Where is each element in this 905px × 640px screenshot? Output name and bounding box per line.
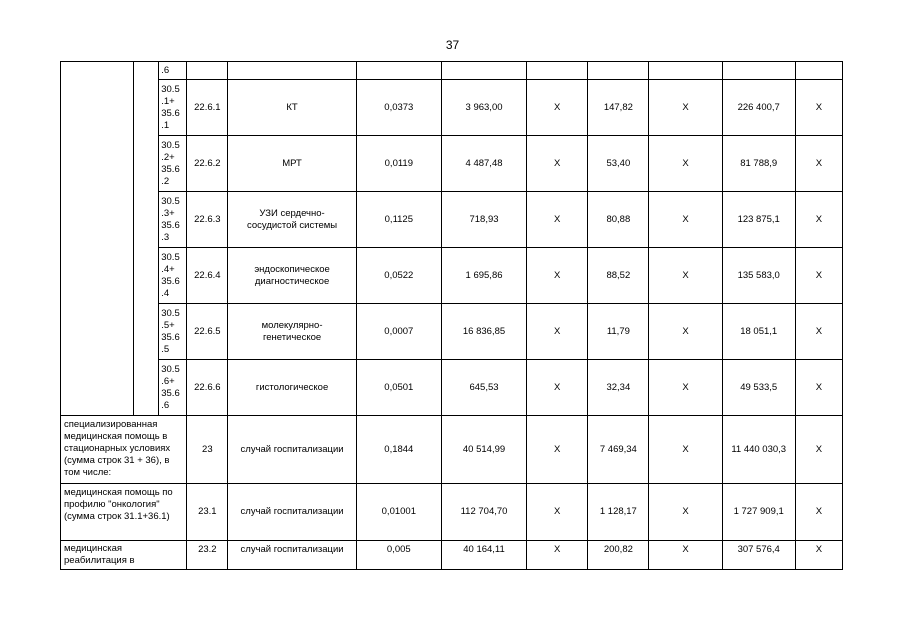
x-cell: X [649,541,722,570]
table-row [61,360,843,416]
per-capita-cell: 147,82 [588,80,649,136]
per-capita-cell: 7 469,34 [588,416,649,484]
per-capita-cell: 11,79 [588,304,649,360]
x-cell: X [795,304,842,360]
row-number-cell: 22.6.4 [187,248,228,304]
service-name-cell: МРТ [228,136,356,192]
cost-cell: 718,93 [441,192,526,248]
blank-cell [527,62,588,80]
x-cell: X [527,416,588,484]
x-cell: X [795,136,842,192]
norm-cell: 0,005 [356,541,441,570]
per-capita-cell: 200,82 [588,541,649,570]
norm-cell: 0,0501 [356,360,441,416]
service-name-cell: эндоскопическое диагностическое [228,248,356,304]
code-cell: 30.5 .2+ 35.6 .2 [159,136,187,192]
per-capita-cell: 53,40 [588,136,649,192]
cost-cell: 4 487,48 [441,136,526,192]
x-cell: X [795,484,842,541]
row-number-cell: 22.6.6 [187,360,228,416]
x-cell: X [527,192,588,248]
merged-blank-cell [134,62,159,416]
cost-cell: 16 836,85 [441,304,526,360]
x-cell: X [649,360,722,416]
norm-cell: 0,1844 [356,416,441,484]
blank-cell [649,62,722,80]
blank-cell [228,62,356,80]
x-cell: X [795,192,842,248]
tariff-table [60,61,843,570]
code-cell: 30.5 .6+ 35.6 .6 [159,360,187,416]
x-cell: X [795,80,842,136]
x-cell: X [527,80,588,136]
row-number-cell: 22.6.1 [187,80,228,136]
blank-cell [722,62,795,80]
service-name-cell: гистологическое [228,360,356,416]
norm-cell: 0,0119 [356,136,441,192]
total-cell: 1 727 909,1 [722,484,795,541]
total-cell: 226 400,7 [722,80,795,136]
row-label-cell: медицинская помощь по профилю "онкология" (сумма строк 31.1+36.1) [61,484,187,541]
service-name-cell: КТ [228,80,356,136]
blank-cell [588,62,649,80]
total-cell: 123 875,1 [722,192,795,248]
cost-cell: 645,53 [441,360,526,416]
per-capita-cell: 88,52 [588,248,649,304]
x-cell: X [527,484,588,541]
x-cell: X [795,360,842,416]
row-number-cell: 22.6.5 [187,304,228,360]
blank-cell [795,62,842,80]
unit-cell: случай госпитализации [228,484,356,541]
cost-cell: 40 514,99 [441,416,526,484]
row-number-cell: 23 [187,416,228,484]
per-capita-cell: 1 128,17 [588,484,649,541]
table-row [61,416,843,484]
table-row [61,484,843,541]
x-cell: X [527,304,588,360]
x-cell: X [527,541,588,570]
norm-cell: 0,0522 [356,248,441,304]
x-cell: X [795,248,842,304]
blank-cell [187,62,228,80]
row-label-cell: медицинская реабилитация в [61,541,187,570]
cost-cell: 1 695,86 [441,248,526,304]
row-number-cell: 22.6.3 [187,192,228,248]
total-cell: 11 440 030,3 [722,416,795,484]
total-cell: 307 576,4 [722,541,795,570]
table-row [61,248,843,304]
cost-cell: 112 704,70 [441,484,526,541]
x-cell: X [795,416,842,484]
cost-cell: 40 164,11 [441,541,526,570]
total-cell: 49 533,5 [722,360,795,416]
norm-cell: 0,0007 [356,304,441,360]
x-cell: X [527,360,588,416]
norm-cell: 0,0373 [356,80,441,136]
total-cell: 81 788,9 [722,136,795,192]
norm-cell: 0,01001 [356,484,441,541]
cost-cell: 3 963,00 [441,80,526,136]
table-row [61,62,843,80]
merged-label-cell [61,62,134,416]
x-cell: X [527,136,588,192]
x-cell: X [649,192,722,248]
unit-cell: случай госпитализации [228,541,356,570]
table-row [61,541,843,570]
x-cell: X [795,541,842,570]
service-name-cell: молекулярно- генетическое [228,304,356,360]
row-number-cell: 23.2 [187,541,228,570]
code-cell: 30.5 .5+ 35.6 .5 [159,304,187,360]
code-cell: .6 [159,62,187,80]
x-cell: X [527,248,588,304]
blank-cell [356,62,441,80]
code-cell: 30.5 .4+ 35.6 .4 [159,248,187,304]
table-row [61,80,843,136]
x-cell: X [649,484,722,541]
x-cell: X [649,136,722,192]
per-capita-cell: 32,34 [588,360,649,416]
x-cell: X [649,80,722,136]
x-cell: X [649,416,722,484]
service-name-cell: УЗИ сердечно- сосудистой системы [228,192,356,248]
blank-cell [441,62,526,80]
per-capita-cell: 80,88 [588,192,649,248]
row-number-cell: 22.6.2 [187,136,228,192]
table-row [61,192,843,248]
x-cell: X [649,304,722,360]
code-cell: 30.5 .1+ 35.6 .1 [159,80,187,136]
row-number-cell: 23.1 [187,484,228,541]
code-cell: 30.5 .3+ 35.6 .3 [159,192,187,248]
total-cell: 18 051,1 [722,304,795,360]
norm-cell: 0,1125 [356,192,441,248]
table-row [61,304,843,360]
total-cell: 135 583,0 [722,248,795,304]
row-label-cell: специализированная медицинская помощь в стационарных условиях (сумма строк 31 + 36), в том числе: [61,416,187,484]
page-number: 37 [445,38,460,52]
x-cell: X [649,248,722,304]
unit-cell: случай госпитализации [228,416,356,484]
table-row [61,136,843,192]
